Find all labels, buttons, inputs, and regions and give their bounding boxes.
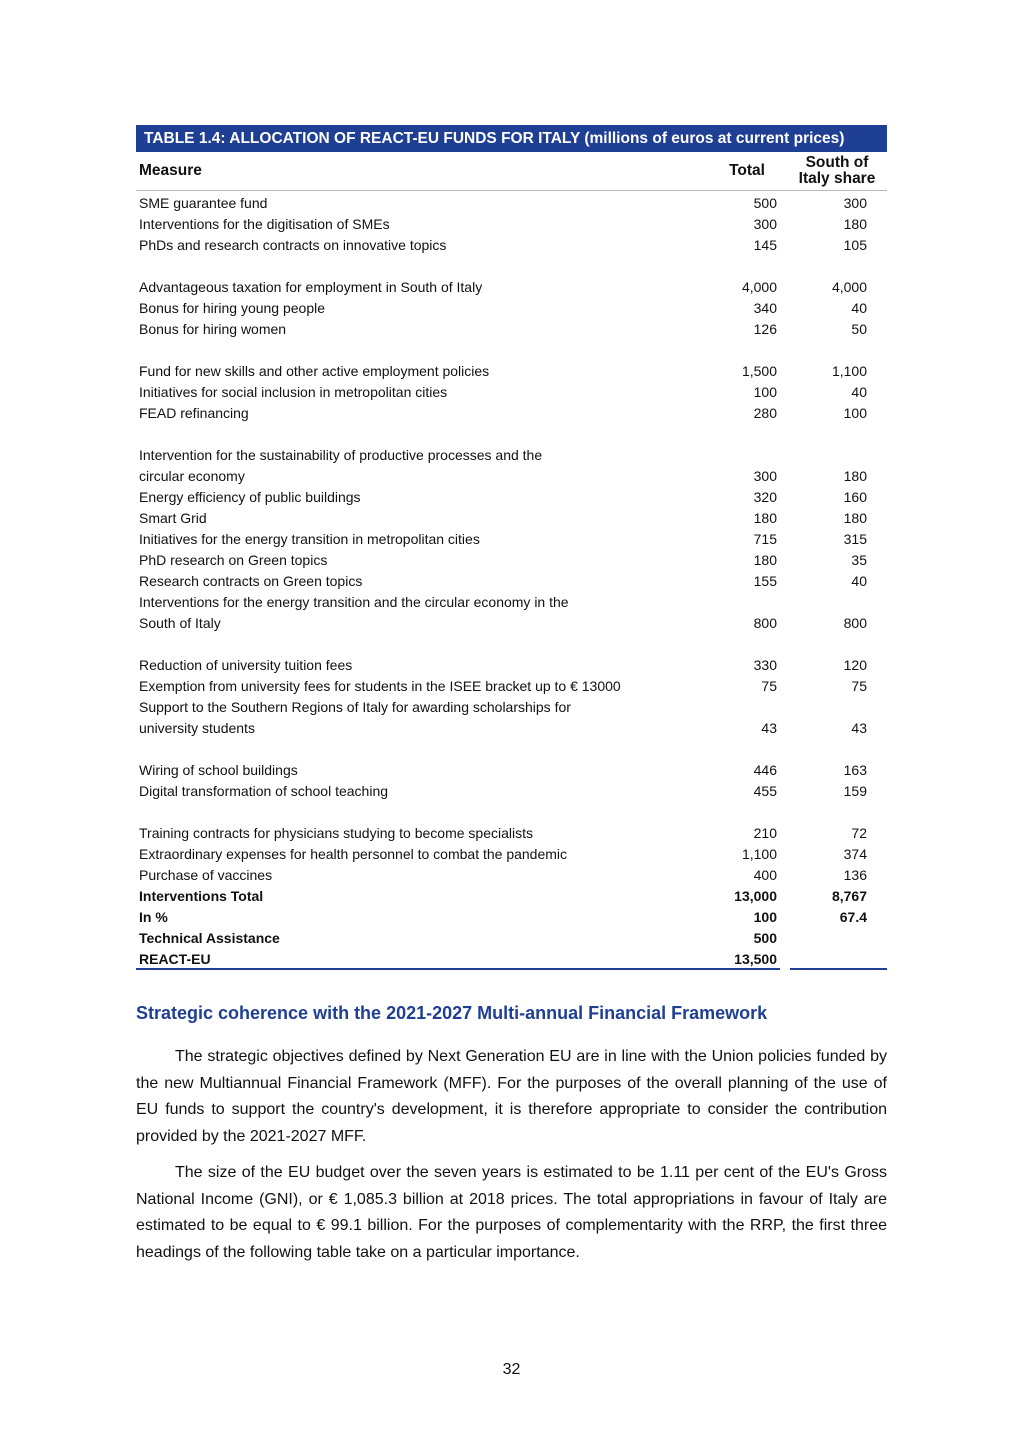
cell-measure: Exemption from university fees for students in the ISEE bracket up to € 13000 xyxy=(139,678,621,694)
table-row xyxy=(136,781,887,802)
cell-measure: Digital transformation of school teaching xyxy=(139,783,389,799)
cell-south-share: 136 xyxy=(843,867,867,883)
cell-south-share: 75 xyxy=(851,678,867,694)
table-row xyxy=(136,592,887,613)
table-row xyxy=(136,277,887,298)
cell-south-share xyxy=(780,928,887,949)
cell-measure: Initiatives for the energy transition in metropolitan cities xyxy=(139,531,480,547)
cell-total: 1,100 xyxy=(741,846,777,862)
table-row xyxy=(136,697,887,718)
cell-total: 145 xyxy=(753,237,777,253)
table-row xyxy=(136,886,887,907)
table-body xyxy=(136,191,887,970)
table-title: TABLE 1.4: ALLOCATION OF REACT-EU FUNDS FOR ITALY (millions of euros at current prices) xyxy=(136,125,887,152)
cell-measure xyxy=(136,634,707,655)
cell-south-share: 72 xyxy=(851,825,867,841)
cell-total: 800 xyxy=(753,615,777,631)
cell-south-share: 40 xyxy=(851,300,867,316)
cell-measure xyxy=(136,802,707,823)
cell-south-share: 8,767 xyxy=(831,888,867,904)
header-total: Total xyxy=(729,162,765,179)
table-row xyxy=(136,676,887,697)
cell-total xyxy=(707,697,780,718)
cell-total: 320 xyxy=(753,489,777,505)
cell-south-share: 67.4 xyxy=(839,909,867,925)
table-row xyxy=(136,529,887,550)
header-south-share xyxy=(787,155,887,187)
cell-south-share: 374 xyxy=(843,846,867,862)
cell-total: 100 xyxy=(753,384,777,400)
cell-south-share xyxy=(780,739,887,760)
cell-total: 155 xyxy=(753,573,777,589)
cell-measure: FEAD refinancing xyxy=(139,405,249,421)
cell-total: 13,500 xyxy=(707,949,780,970)
cell-south-share: 180 xyxy=(843,468,867,484)
cell-total: 210 xyxy=(753,825,777,841)
table-row xyxy=(136,424,887,445)
cell-total: 4,000 xyxy=(741,279,777,295)
table-row xyxy=(136,571,887,592)
table-row xyxy=(136,235,887,256)
table-row xyxy=(136,739,887,760)
cell-measure: REACT-EU xyxy=(136,949,707,970)
cell-south-share: 315 xyxy=(843,531,867,547)
table-row xyxy=(136,907,887,928)
cell-south-share xyxy=(780,592,887,613)
table-row xyxy=(136,445,887,466)
paragraph-2: The size of the EU budget over the seven years is estimated to be 1.11 per cent of the EU's Gross National Income (GNI), or € 1,085.3 billion at 2018 prices. The total appropriations in favour of Italy are estimated to be equal to € 99.1 billion. For the purposes of complementarity with the RRP, the first three headings of the following table take on a particular importance. xyxy=(136,1164,887,1261)
cell-south-share xyxy=(780,697,887,718)
table-row xyxy=(136,823,887,844)
table-row xyxy=(136,193,887,214)
cell-measure: Research contracts on Green topics xyxy=(139,573,363,589)
table-row xyxy=(136,802,887,823)
cell-measure: Interventions for the digitisation of SMEs xyxy=(139,216,390,232)
table-row xyxy=(136,844,887,865)
cell-total xyxy=(707,445,780,466)
cell-measure xyxy=(136,256,707,277)
table-row xyxy=(136,256,887,277)
cell-total: 715 xyxy=(753,531,777,547)
cell-total: 500 xyxy=(753,930,777,946)
table-row xyxy=(136,760,887,781)
cell-south-share: 1,100 xyxy=(831,363,867,379)
cell-measure: Support to the Southern Regions of Italy for awarding scholarships for xyxy=(139,699,571,715)
cell-total xyxy=(707,340,780,361)
table-row xyxy=(136,634,887,655)
cell-measure: Extraordinary expenses for health personnel to combat the pandemic xyxy=(139,846,568,862)
table-row xyxy=(136,718,887,739)
cell-measure: Initiatives for social inclusion in metropolitan cities xyxy=(139,384,448,400)
section-heading: Strategic coherence with the 2021-2027 Multi-annual Financial Framework xyxy=(136,1003,768,1023)
cell-south-share: 300 xyxy=(843,195,867,211)
cell-south-share: 105 xyxy=(843,237,867,253)
table-row xyxy=(136,403,887,424)
cell-measure: Advantageous taxation for employment in South of Italy xyxy=(139,279,483,295)
react-eu-allocation-table xyxy=(136,125,887,970)
cell-measure: Energy efficiency of public buildings xyxy=(139,489,361,505)
cell-total xyxy=(707,424,780,445)
table-row xyxy=(136,550,887,571)
cell-measure: Wiring of school buildings xyxy=(139,762,298,778)
cell-measure: SME guarantee fund xyxy=(139,195,268,211)
cell-measure: Technical Assistance xyxy=(139,930,280,946)
cell-total: 280 xyxy=(753,405,777,421)
cell-south-share xyxy=(780,424,887,445)
table-row xyxy=(136,214,887,235)
cell-measure: Bonus for hiring young people xyxy=(139,300,326,316)
cell-measure xyxy=(136,739,707,760)
cell-total xyxy=(707,634,780,655)
cell-south-share xyxy=(780,445,887,466)
cell-south-share: 180 xyxy=(843,510,867,526)
cell-south-share: 180 xyxy=(843,216,867,232)
cell-total: 43 xyxy=(761,720,777,736)
cell-total: 13,000 xyxy=(734,888,777,904)
cell-measure: university students xyxy=(139,720,255,736)
cell-measure: Smart Grid xyxy=(139,510,207,526)
cell-south-share: 40 xyxy=(851,573,867,589)
cell-south-share: 120 xyxy=(843,657,867,673)
cell-south-share xyxy=(780,634,887,655)
cell-total: 180 xyxy=(753,552,777,568)
table-header-row xyxy=(136,152,887,191)
cell-total: 300 xyxy=(753,216,777,232)
table-row xyxy=(136,928,887,949)
cell-measure: PhD research on Green topics xyxy=(139,552,328,568)
table-row xyxy=(136,298,887,319)
header-measure: Measure xyxy=(139,162,202,179)
cell-measure: Reduction of university tuition fees xyxy=(139,657,353,673)
cell-measure: Purchase of vaccines xyxy=(139,867,273,883)
cell-south-share: 43 xyxy=(851,720,867,736)
cell-south-share: 4,000 xyxy=(831,279,867,295)
cell-measure xyxy=(136,424,707,445)
cell-measure: Training contracts for physicians studying to become specialists xyxy=(139,825,533,841)
cell-total xyxy=(707,739,780,760)
table-row xyxy=(136,319,887,340)
cell-total: 400 xyxy=(753,867,777,883)
cell-measure: South of Italy xyxy=(139,615,221,631)
cell-measure xyxy=(136,340,707,361)
cell-total: 500 xyxy=(753,195,777,211)
table-row xyxy=(136,340,887,361)
cell-south-share xyxy=(790,949,887,970)
cell-total: 340 xyxy=(753,300,777,316)
cell-south-share: 100 xyxy=(843,405,867,421)
cell-south-share xyxy=(780,802,887,823)
cell-south-share: 50 xyxy=(851,321,867,337)
cell-south-share: 160 xyxy=(843,489,867,505)
cell-south-share: 35 xyxy=(851,552,867,568)
cell-total: 75 xyxy=(761,678,777,694)
cell-measure: circular economy xyxy=(139,468,245,484)
paragraph-1: The strategic objectives defined by Next Generation EU are in line with the Union policies funded by the new Multiannual Financial Framework (MFF). For the purposes of the overall planning of the use of EU funds to support the country's development, it is therefore appropriate to consider the contribution provided by the 2021-2027 MFF. xyxy=(136,1048,887,1145)
cell-measure: Fund for new skills and other active employment policies xyxy=(139,363,490,379)
cell-total xyxy=(707,802,780,823)
cell-total xyxy=(707,256,780,277)
table-row xyxy=(136,361,887,382)
cell-total: 126 xyxy=(753,321,777,337)
page-number: 32 xyxy=(502,1361,521,1378)
table-row xyxy=(136,487,887,508)
cell-south-share: 40 xyxy=(851,384,867,400)
table-row xyxy=(136,382,887,403)
cell-south-share: 159 xyxy=(843,783,867,799)
cell-measure: Bonus for hiring women xyxy=(139,321,287,337)
cell-total: 1,500 xyxy=(741,363,777,379)
cell-measure: PhDs and research contracts on innovative topics xyxy=(139,237,447,253)
cell-total xyxy=(707,592,780,613)
cell-south-share: 163 xyxy=(843,762,867,778)
cell-measure: In % xyxy=(139,909,168,925)
table-row xyxy=(136,466,887,487)
cell-south-share xyxy=(780,340,887,361)
cell-measure: Interventions for the energy transition and the circular economy in the xyxy=(139,594,569,610)
cell-total: 446 xyxy=(753,762,777,778)
cell-total: 455 xyxy=(753,783,777,799)
cell-total: 330 xyxy=(753,657,777,673)
cell-total: 300 xyxy=(753,468,777,484)
table-row xyxy=(136,865,887,886)
table-row xyxy=(136,949,887,970)
cell-south-share: 800 xyxy=(843,615,867,631)
cell-measure: Intervention for the sustainability of productive processes and the xyxy=(139,447,543,463)
cell-south-share xyxy=(780,256,887,277)
table-row xyxy=(136,613,887,634)
table-row xyxy=(136,508,887,529)
cell-total: 100 xyxy=(753,909,777,925)
cell-total: 180 xyxy=(753,510,777,526)
header-south-line2: Italy share xyxy=(798,170,876,187)
table-row xyxy=(136,655,887,676)
cell-measure: Interventions Total xyxy=(139,888,264,904)
header-south-line1: South of xyxy=(805,154,869,171)
